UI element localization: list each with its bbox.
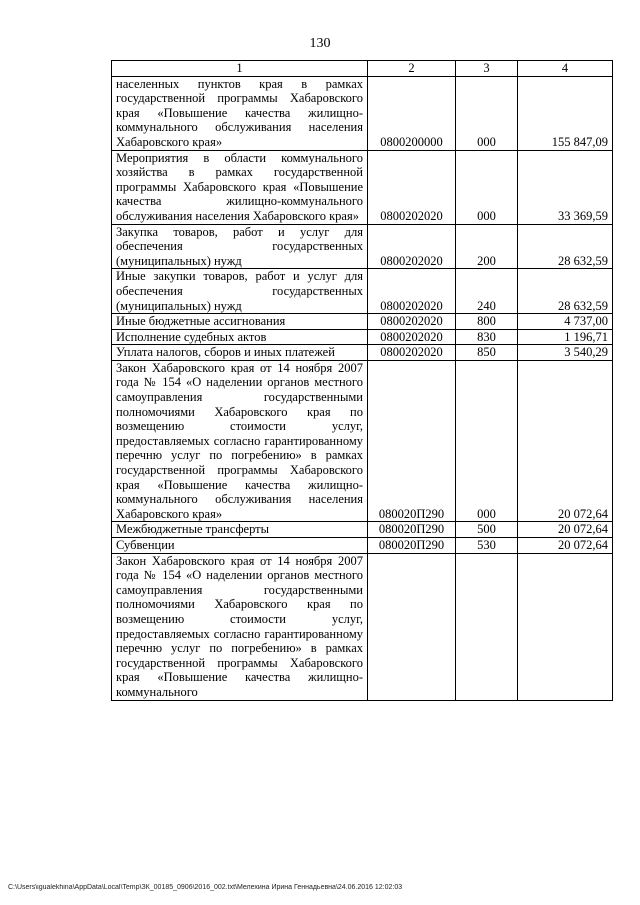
row-code: 0800200000 [368,76,456,150]
row-expense-type: 000 [456,76,518,150]
table-row [112,314,613,330]
row-code: 0800202020 [368,150,456,224]
table-row [112,522,613,538]
row-amount: 33 369,59 [518,150,613,224]
row-code: 080020П290 [368,522,456,538]
row-expense-type: 530 [456,538,518,554]
row-amount: 1 196,71 [518,329,613,345]
table-row [112,538,613,554]
row-expense-type [456,553,518,700]
row-name: Закон Хабаровского края от 14 ноября 2007 года № 154 «О наделении органов местного самоуправления государственными полномочиями Хабаровского края по возмещению стоимости услуг, предоставляемых согласно гарантированному перечню услуг по погребению» в рамках государственной программы Хабаровского края «Повышение качества жилищно-коммунального [112,553,368,700]
row-expense-type: 240 [456,269,518,314]
row-name: Закупка товаров, работ и услуг для обеспечения государственных (муниципальных) нужд [112,224,368,269]
row-amount: 20 072,64 [518,360,613,522]
row-amount: 155 847,09 [518,76,613,150]
row-amount: 3 540,29 [518,345,613,361]
row-name: Уплата налогов, сборов и иных платежей [112,345,368,361]
table-row [112,76,613,150]
file-path-footer: C:\Users\igualekhina\AppData\Local\Temp\ЗК_00185_0906\2016_002.txt\Мелехина Ирина Геннадьевна\24.06.2016 12:02:03 [8,884,403,891]
row-name: Мероприятия в области коммунального хозяйства в рамках государственной программы Хабаровского края «Повышение качества жилищно-коммунального обслуживания населения Хабаровского края» [112,150,368,224]
row-expense-type: 000 [456,150,518,224]
row-amount [518,553,613,700]
row-expense-type: 500 [456,522,518,538]
row-code: 0800202020 [368,329,456,345]
row-name: Иные бюджетные ассигнования [112,314,368,330]
column-header-amount: 4 [518,61,613,77]
page-number: 130 [309,36,331,51]
row-amount: 20 072,64 [518,538,613,554]
table-row [112,553,613,700]
column-header-name: 1 [112,61,368,77]
row-expense-type: 830 [456,329,518,345]
table-row [112,150,613,224]
budget-table [111,60,613,701]
row-expense-type: 850 [456,345,518,361]
row-amount: 28 632,59 [518,269,613,314]
table-row [112,269,613,314]
row-code: 0800202020 [368,224,456,269]
row-name: Закон Хабаровского края от 14 ноября 2007 года № 154 «О наделении органов местного самоуправления государственными полномочиями Хабаровского края по возмещению стоимости услуг, предоставляемых согласно гарантированному перечню услуг по погребению» в рамках государственной программы Хабаровского края «Повышение качества жилищно-коммунального обслуживания населения Хабаровского края» [112,360,368,522]
column-header-code: 2 [368,61,456,77]
table-row [112,224,613,269]
row-code: 0800202020 [368,269,456,314]
row-expense-type: 800 [456,314,518,330]
table-row [112,345,613,361]
row-name: Межбюджетные трансферты [112,522,368,538]
row-code: 080020П290 [368,360,456,522]
row-amount: 28 632,59 [518,224,613,269]
row-expense-type: 000 [456,360,518,522]
row-code: 0800202020 [368,345,456,361]
row-name: Иные закупки товаров, работ и услуг для обеспечения государственных (муниципальных) нужд [112,269,368,314]
table-row [112,329,613,345]
row-amount: 20 072,64 [518,522,613,538]
table-header-row [112,61,613,77]
row-code: 080020П290 [368,538,456,554]
column-header-expense-type: 3 [456,61,518,77]
row-code: 0800202020 [368,314,456,330]
row-code [368,553,456,700]
table-row [112,360,613,522]
row-amount: 4 737,00 [518,314,613,330]
row-name: населенных пунктов края в рамках государственной программы Хабаровского края «Повышение качества жилищно-коммунального обслуживания населения Хабаровского края» [112,76,368,150]
row-name: Субвенции [112,538,368,554]
row-expense-type: 200 [456,224,518,269]
row-name: Исполнение судебных актов [112,329,368,345]
